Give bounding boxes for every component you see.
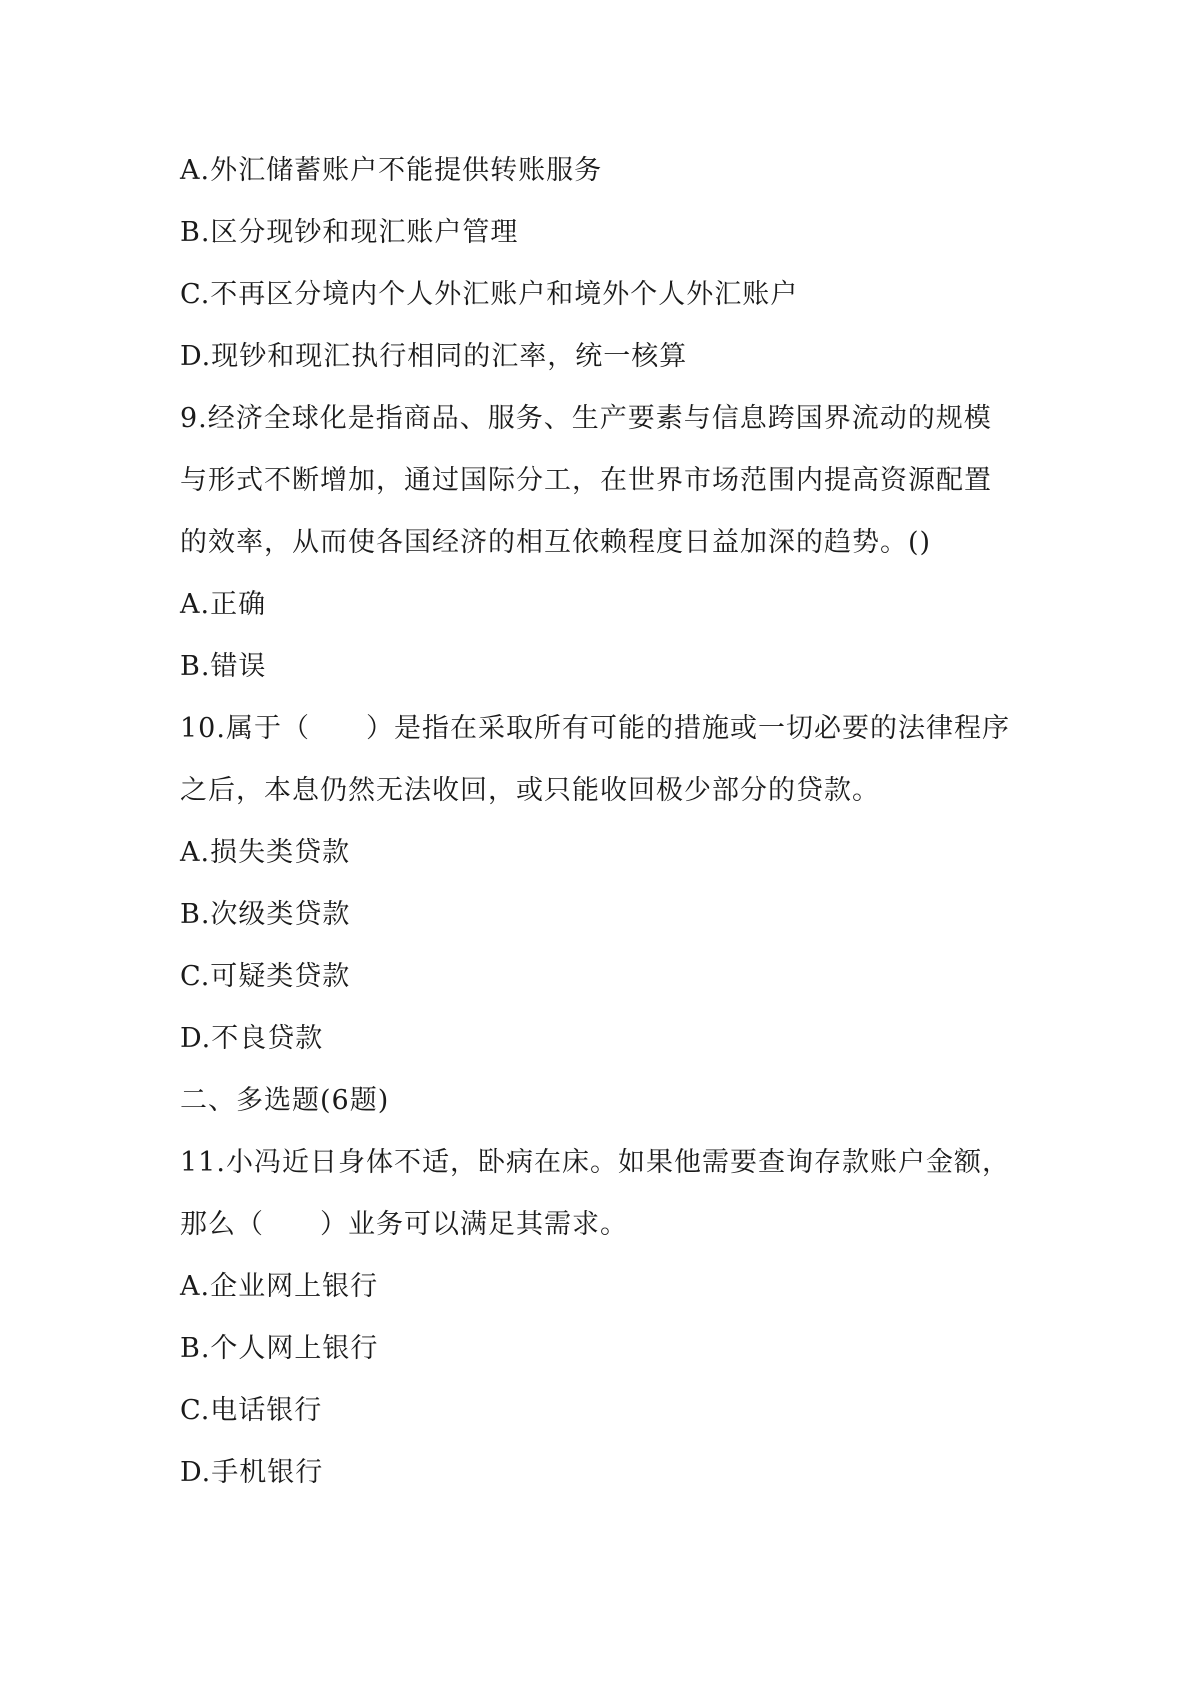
question-9-line-1: 9.经济全球化是指商品、服务、生产要素与信息跨国界流动的规模 <box>180 403 992 434</box>
question-10-line-2: 之后，本息仍然无法收回，或只能收回极少部分的贷款。 <box>180 775 880 806</box>
option-9b: B.错误 <box>180 651 267 682</box>
option-11c: C.电话银行 <box>180 1395 323 1426</box>
option-10c: C.可疑类贷款 <box>180 961 351 992</box>
option-11a: A.企业网上银行 <box>180 1271 379 1302</box>
question-9-line-3: 的效率，从而使各国经济的相互依赖程度日益加深的趋势。() <box>180 527 932 558</box>
question-11-line-2: 那么（ ）业务可以满足其需求。 <box>180 1209 628 1240</box>
option-8c: C.不再区分境内个人外汇账户和境外个人外汇账户 <box>180 279 799 310</box>
option-10b: B.次级类贷款 <box>180 899 351 930</box>
option-10d: D.不良贷款 <box>180 1023 324 1054</box>
question-9-line-2: 与形式不断增加，通过国际分工，在世界市场范围内提高资源配置 <box>180 465 992 496</box>
option-8a: A.外汇储蓄账户不能提供转账服务 <box>180 155 603 186</box>
option-8d: D.现钞和现汇执行相同的汇率，统一核算 <box>180 341 688 372</box>
option-9a: A.正确 <box>180 589 267 620</box>
option-11d: D.手机银行 <box>180 1457 324 1488</box>
option-8b: B.区分现钞和现汇账户管理 <box>180 217 519 248</box>
option-10a: A.损失类贷款 <box>180 837 351 868</box>
section-heading: 二、多选题(6题) <box>180 1085 390 1116</box>
question-11-line-1: 11.小冯近日身体不适，卧病在床。如果他需要查询存款账户金额， <box>180 1147 1010 1178</box>
question-10-line-1: 10.属于（ ）是指在采取所有可能的措施或一切必要的法律程序 <box>180 713 1010 744</box>
option-11b: B.个人网上银行 <box>180 1333 379 1364</box>
